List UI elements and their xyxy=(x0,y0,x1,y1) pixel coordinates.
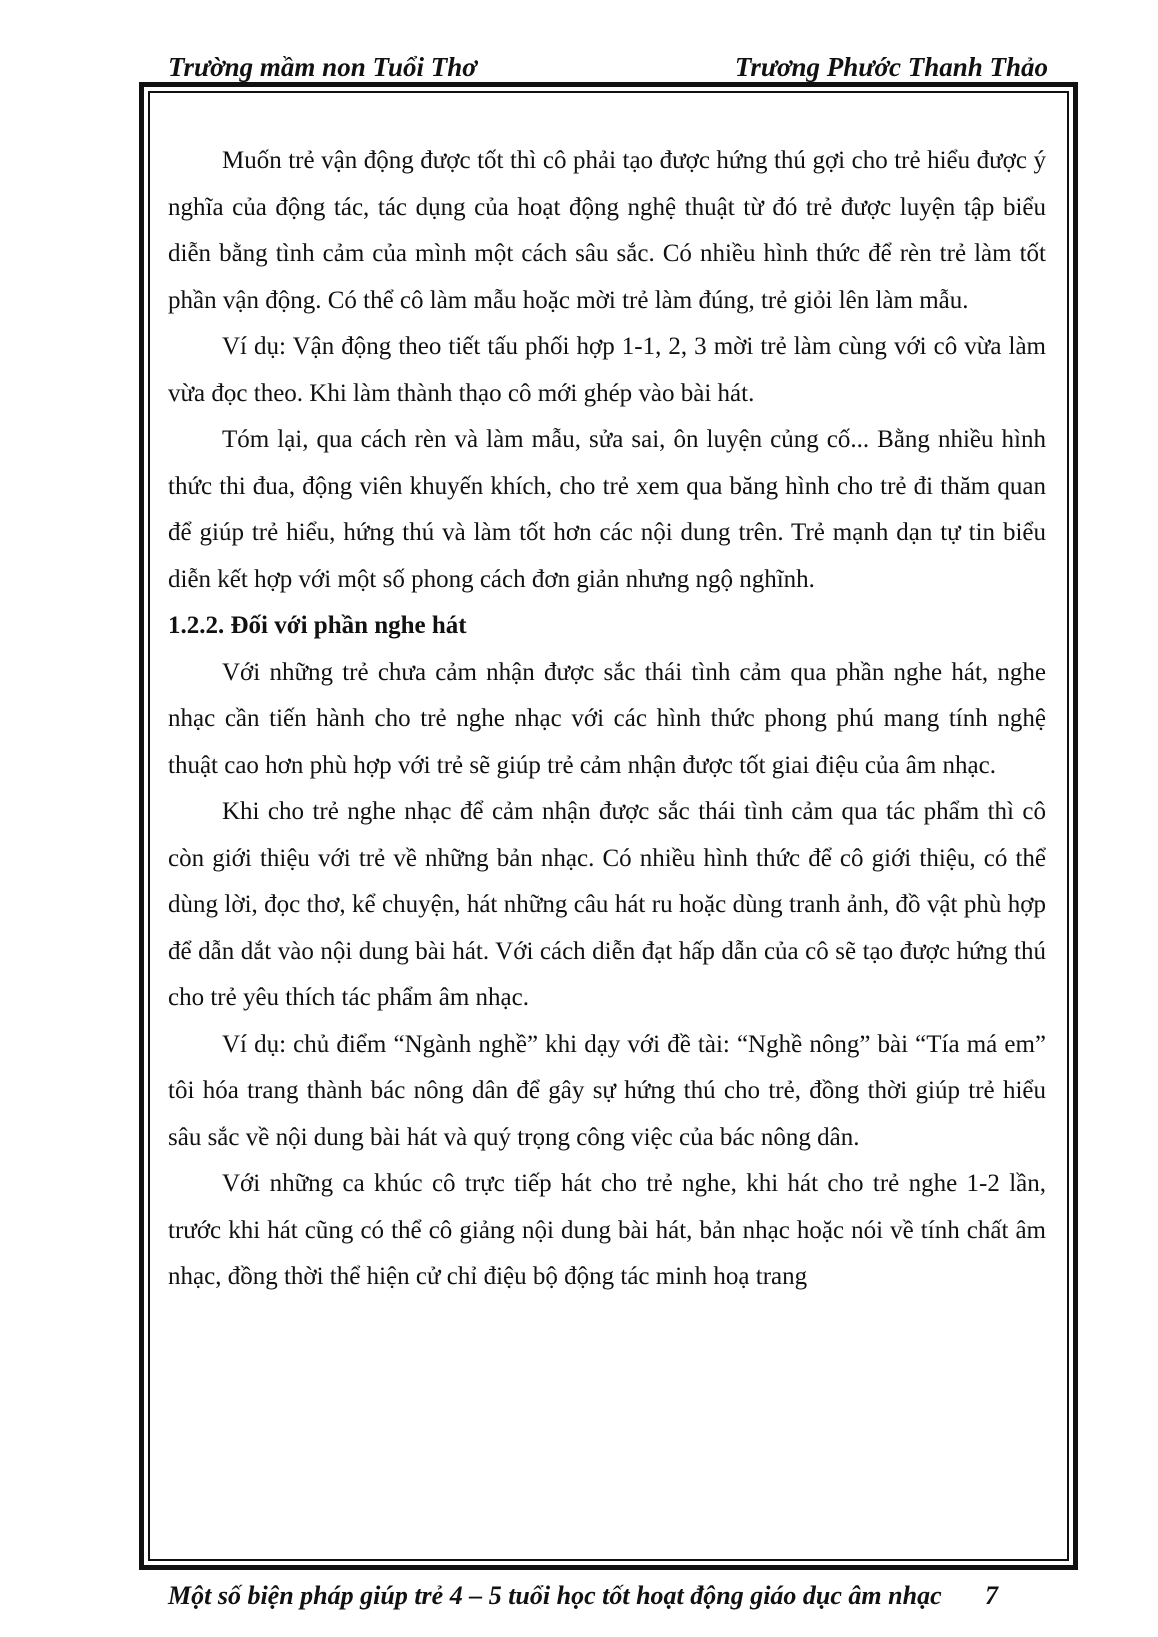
header-school: Trường mầm non Tuổi Thơ xyxy=(168,52,477,82)
page-footer xyxy=(168,1578,1048,1614)
document-body xyxy=(168,138,1046,1301)
page-number: 7 xyxy=(985,1581,998,1610)
paragraph: Với những ca khúc cô trực tiếp hát cho trẻ nghe, khi hát cho trẻ nghe 1-2 lần, trước khi hát cũng có thể cô giảng nội dung bài hát, bản nhạc hoặc nói về tính chất âm nhạc, đồng thời thể hiện cử chỉ điệu bộ động tác minh hoạ trang xyxy=(168,1170,1046,1290)
paragraph: Muốn trẻ vận động được tốt thì cô phải tạo được hứng thú gợi cho trẻ hiểu được ý nghĩa của động tác, tác dụng của hoạt động nghệ thuật từ đó trẻ được luyện tập biểu diễn bằng tình cảm của mình một cách sâu sắc. Có nhiều hình thức để rèn trẻ làm tốt phần vận động. Có thể cô làm mẫu hoặc mời trẻ làm đúng, trẻ giỏi lên làm mẫu. xyxy=(168,147,1046,314)
section-heading: 1.2.2. Đối với phần nghe hát xyxy=(168,612,467,639)
footer-title: Một số biện pháp giúp trẻ 4 – 5 tuổi học tốt hoạt động giáo dục âm nhạc xyxy=(168,1581,942,1610)
paragraph: Với những trẻ chưa cảm nhận được sắc thái tình cảm qua phần nghe hát, nghe nhạc cần tiến hành cho trẻ nghe nhạc với các hình thức phong phú mang tính nghệ thuật cao hơn phù hợp với trẻ sẽ giúp trẻ cảm nhận được tốt giai điệu của âm nhạc. xyxy=(168,658,1046,779)
paragraph: Tóm lại, qua cách rèn và làm mẫu, sửa sai, ôn luyện củng cố... Bằng nhiều hình thức thi đua, động viên khuyến khích, cho trẻ xem qua băng hình cho trẻ đi thăm quan để giúp trẻ hiểu, hứng thú và làm tốt hơn các nội dung trên. Trẻ mạnh dạn tự tin biểu diễn kết hợp với một số phong cách đơn giản nhưng ngộ nghĩnh. xyxy=(168,426,1046,593)
paragraph: Khi cho trẻ nghe nhạc để cảm nhận được sắc thái tình cảm qua tác phẩm thì cô còn giới thiệu với trẻ về những bản nhạc. Có nhiều hình thức để cô giới thiệu, có thể dùng lời, đọc thơ, kể chuyện, hát những câu hát ru hoặc dùng tranh ảnh, đồ vật phù hợp để dẫn dắt vào nội dung bài hát. Với cách diễn đạt hấp dẫn của cô sẽ tạo được hứng thú cho trẻ yêu thích tác phẩm âm nhạc. xyxy=(168,798,1046,1011)
header-author: Trương Phước Thanh Thảo xyxy=(734,52,1048,82)
page-header xyxy=(168,50,1048,84)
paragraph: Ví dụ: chủ điểm “Ngành nghề” khi dạy với đề tài: “Nghề nông” bài “Tía má em” tôi hóa trang thành bác nông dân để gây sự hứng thú cho trẻ, đồng thời giúp trẻ hiểu sâu sắc về nội dung bài hát và quý trọng công việc của bác nông dân. xyxy=(168,1030,1046,1151)
paragraph: Ví dụ: Vận động theo tiết tấu phối hợp 1-1, 2, 3 mời trẻ làm cùng với cô vừa làm vừa đọc theo. Khi làm thành thạo cô mới ghép vào bài hát. xyxy=(168,333,1046,407)
